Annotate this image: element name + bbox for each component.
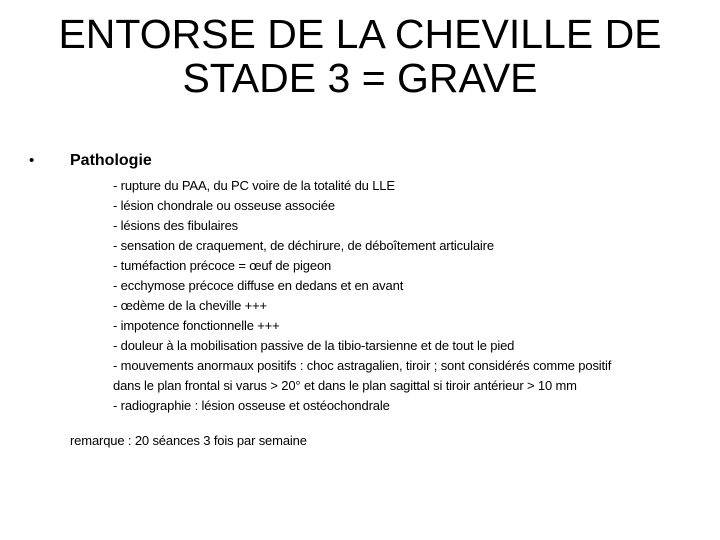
section-heading: Pathologie: [70, 152, 152, 169]
list-item: - rupture du PAA, du PC voire de la totalité du LLE: [113, 178, 395, 193]
list-item: - radiographie : lésion osseuse et ostéochondrale: [113, 398, 390, 413]
title-line-1: ENTORSE DE LA CHEVILLE DE: [58, 11, 662, 57]
bullet-icon: •: [29, 152, 35, 169]
pathology-list: [113, 176, 693, 416]
list-item: - ecchymose précoce diffuse en dedans et en avant: [113, 278, 404, 293]
list-item-continuation: dans le plan frontal si varus > 20° et dans le plan sagittal si tiroir antérieur > 10 mm: [113, 378, 577, 393]
list-item: - douleur à la mobilisation passive de la tibio-tarsienne et de tout le pied: [113, 338, 515, 353]
list-item: - sensation de craquement, de déchirure, de déboîtement articulaire: [113, 238, 494, 253]
list-item: - impotence fonctionnelle +++: [113, 318, 280, 333]
list-item: - mouvements anormaux positifs : choc astragalien, tiroir ; sont considérés comme positif: [113, 358, 612, 373]
list-item: - lésion chondrale ou osseuse associée: [113, 198, 335, 213]
slide-title: [0, 12, 720, 100]
remark-text: remarque : 20 séances 3 fois par semaine: [70, 433, 307, 448]
list-item: - lésions des fibulaires: [113, 218, 239, 233]
list-item: - tuméfaction précoce = œuf de pigeon: [113, 258, 332, 273]
title-line-2: STADE 3 = GRAVE: [182, 55, 538, 101]
list-item: - œdème de la cheville +++: [113, 298, 267, 313]
